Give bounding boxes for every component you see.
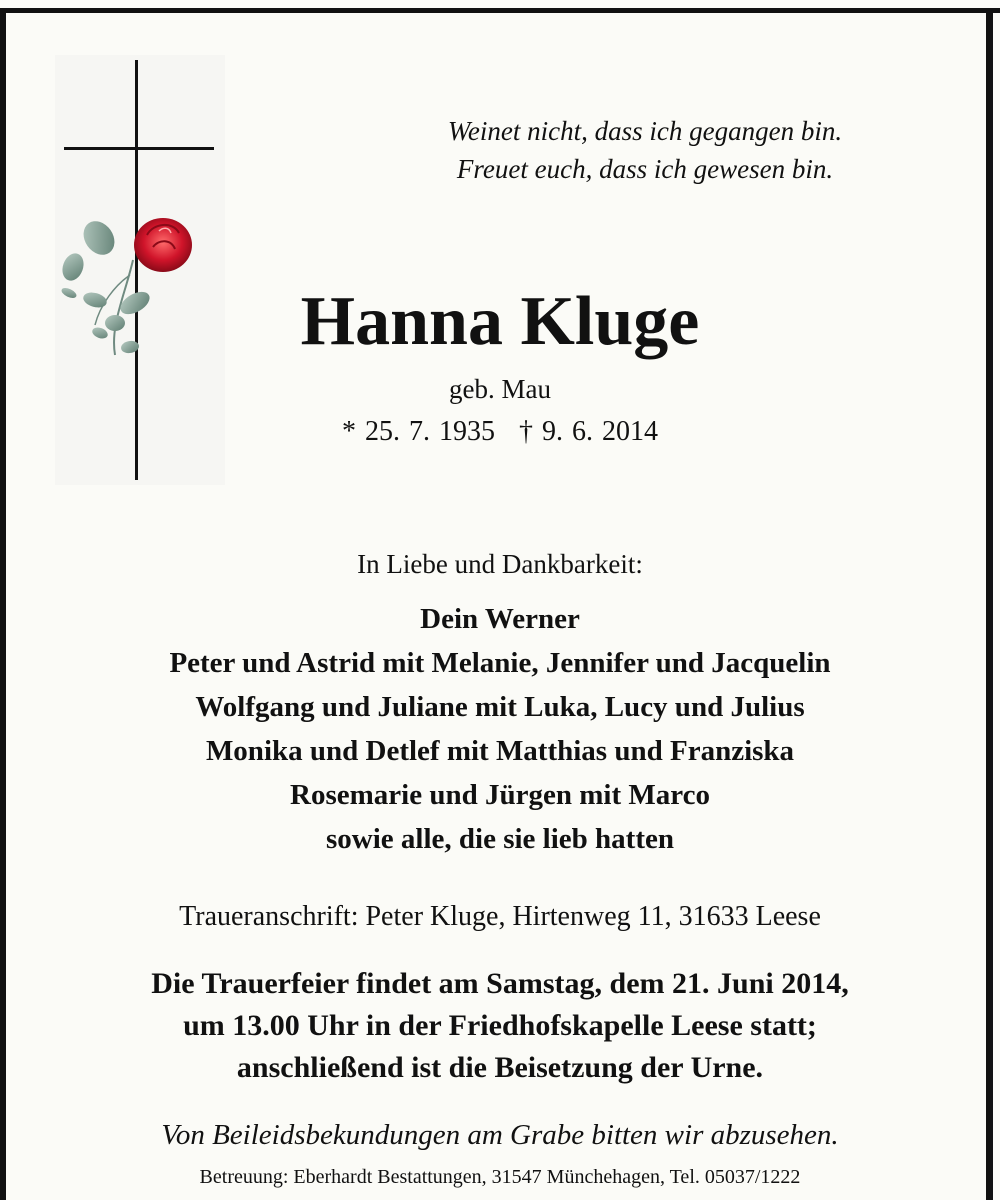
funeral-care-info: Betreuung: Eberhardt Bestattungen, 31547 Münchehagen, Tel. 05037/1222 — [199, 1166, 801, 1188]
death-date: † 9. 6. 2014 — [519, 416, 658, 447]
mourner-line: sowie alle, die sie lieb hatten — [326, 823, 674, 855]
maiden-name: geb. Mau — [449, 374, 551, 404]
mourner-line: Rosemarie und Jürgen mit Marco — [290, 779, 710, 811]
birth-date: * 25. 7. 1935 — [342, 416, 495, 447]
ceremony-details — [30, 963, 970, 1089]
motto-line: Weinet nicht, dass ich gegangen bin. — [447, 116, 843, 146]
ceremony-line: anschließend ist die Beisetzung der Urne. — [236, 1051, 764, 1084]
motto-line: Freuet euch, dass ich gewesen bin. — [456, 154, 834, 184]
ceremony-line: um 13.00 Uhr in der Friedhofskapelle Leese statt; — [183, 1009, 817, 1042]
condolence-note: Von Beileidsbekundungen am Grabe bitten wir abzusehen. — [161, 1119, 839, 1151]
mourner-line: Dein Werner — [420, 603, 580, 635]
frame-border-left — [0, 8, 6, 1200]
ceremony-line: Die Trauerfeier findet am Samstag, dem 21. Juni 2014, — [151, 967, 849, 1000]
dedication-intro: In Liebe und Dankbarkeit: — [357, 549, 643, 579]
mourning-address: Traueranschrift: Peter Kluge, Hirtenweg 11, 31633 Leese — [179, 901, 821, 932]
mourner-line: Wolfgang und Juliane mit Luka, Lucy und Julius — [195, 691, 805, 723]
frame-border-right — [986, 8, 993, 1200]
deceased-name: Hanna Kluge — [300, 283, 700, 360]
mourner-line: Monika und Detlef mit Matthias und Franziska — [205, 735, 795, 767]
life-dates — [200, 414, 800, 450]
motto-verse — [330, 112, 960, 188]
mourner-line: Peter und Astrid mit Melanie, Jennifer und Jacquelin — [169, 647, 831, 679]
mourners-list — [40, 597, 960, 861]
frame-border-top — [0, 8, 1000, 13]
